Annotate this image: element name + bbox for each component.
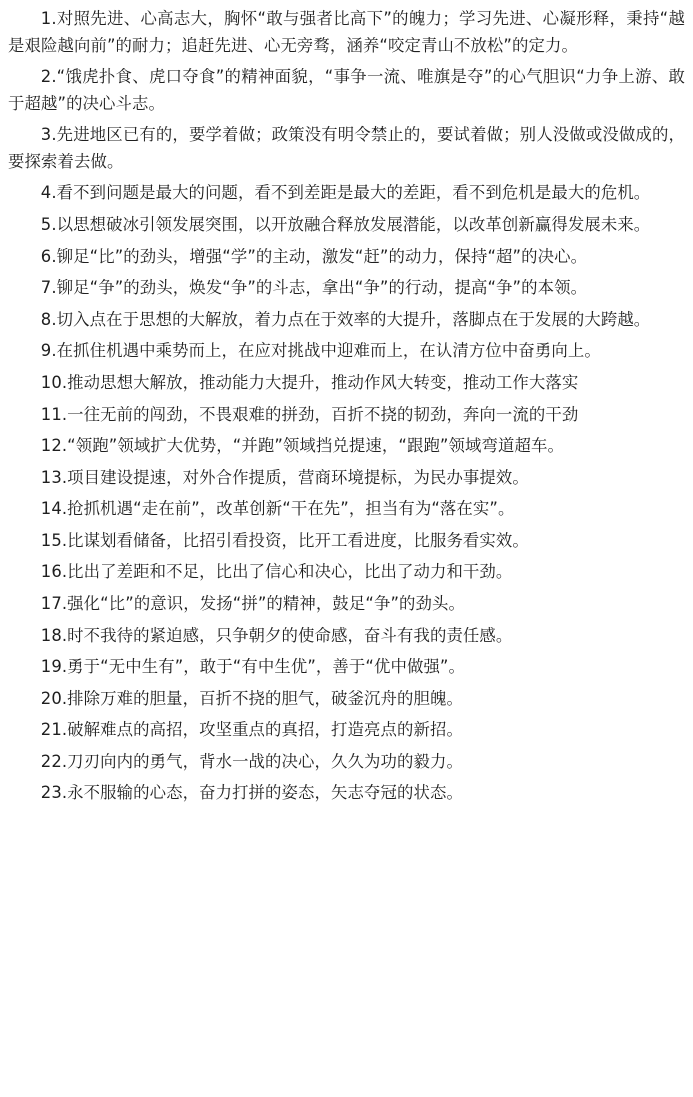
document-paragraph: 1.对照先进、心高志大，胸怀“敢与强者比高下”的魄力；学习先进、心凝形释，秉持“越是艰险越向前”的耐力；追赶先进、心无旁骛，涵养“咬定青山不放松”的定力。	[8, 9, 685, 55]
document-paragraph: 16.比出了差距和不足，比出了信心和决心，比出了动力和干劲。	[40, 562, 513, 582]
document-paragraph: 12.“领跑”领域扩大优势，“并跑”领域挡兑提速，“跟跑”领域弯道超车。	[40, 436, 564, 456]
document-paragraph: 5.以思想破冰引领发展突围，以开放融合释放发展潜能，以改革创新赢得发展未来。	[40, 215, 651, 235]
document-paragraph: 10.推动思想大解放，推动能力大提升，推动作风大转变，推动工作大落实	[40, 372, 579, 392]
document-paragraph: 17.强化“比”的意识，发扬“拼”的精神，鼓足“争”的劲头。	[40, 593, 466, 613]
document-paragraph: 21.破解难点的高招，攻坚重点的真招，打造亮点的新招。	[40, 720, 463, 740]
document-paragraph: 20.排除万难的胆量，百折不挠的胆气，破釜沉舟的胆魄。	[40, 688, 463, 708]
document-paragraph: 11.一往无前的闯劲，不畏艰难的拼劲，百折不挠的韧劲，奔向一流的干劲	[40, 404, 579, 424]
document-paragraph: 7.铆足“争”的劲头，焕发“争”的斗志，拿出“争”的行动，提高“争”的本领。	[40, 278, 588, 298]
document-paragraph: 22.刀刃向内的勇气，背水一战的决心，久久为功的毅力。	[40, 751, 463, 771]
document-paragraph: 8.切入点在于思想的大解放，着力点在于效率的大提升，落脚点在于发展的大跨越。	[40, 309, 651, 329]
document-paragraph: 18.时不我待的紧迫感，只争朝夕的使命感，奋斗有我的责任感。	[40, 625, 513, 645]
document-paragraph: 6.铆足“比”的劲头，增强“学”的主动，激发“赶”的动力，保持“超”的决心。	[40, 246, 588, 266]
document-paragraph: 2.“饿虎扑食、虎口夺食”的精神面貌，“事争一流、唯旗是夺”的心气胆识“力争上游、敢于超越”的决心斗志。	[8, 67, 685, 113]
document-body	[8, 6, 685, 807]
document-paragraph: 3.先进地区已有的，要学着做；政策没有明令禁止的，要试着做；别人没做或没做成的，要探索着去做。	[8, 125, 685, 171]
document-paragraph: 14.抢抓机遇“走在前”，改革创新“干在先”，担当有为“落在实”。	[40, 499, 515, 519]
document-paragraph: 15.比谋划看储备，比招引看投资，比开工看进度，比服务看实效。	[40, 530, 529, 550]
document-paragraph: 23.永不服输的心态，奋力打拼的姿态，矢志夺冠的状态。	[40, 783, 463, 803]
document-paragraph: 13.项目建设提速，对外合作提质，营商环境提标，为民办事提效。	[40, 467, 529, 487]
document-paragraph: 19.勇于“无中生有”，敢于“有中生优”，善于“优中做强”。	[40, 657, 466, 677]
document-paragraph: 9.在抓住机遇中乘势而上，在应对挑战中迎难而上，在认清方位中奋勇向上。	[40, 341, 601, 361]
document-paragraph: 4.看不到问题是最大的问题，看不到差距是最大的差距，看不到危机是最大的危机。	[40, 183, 651, 203]
